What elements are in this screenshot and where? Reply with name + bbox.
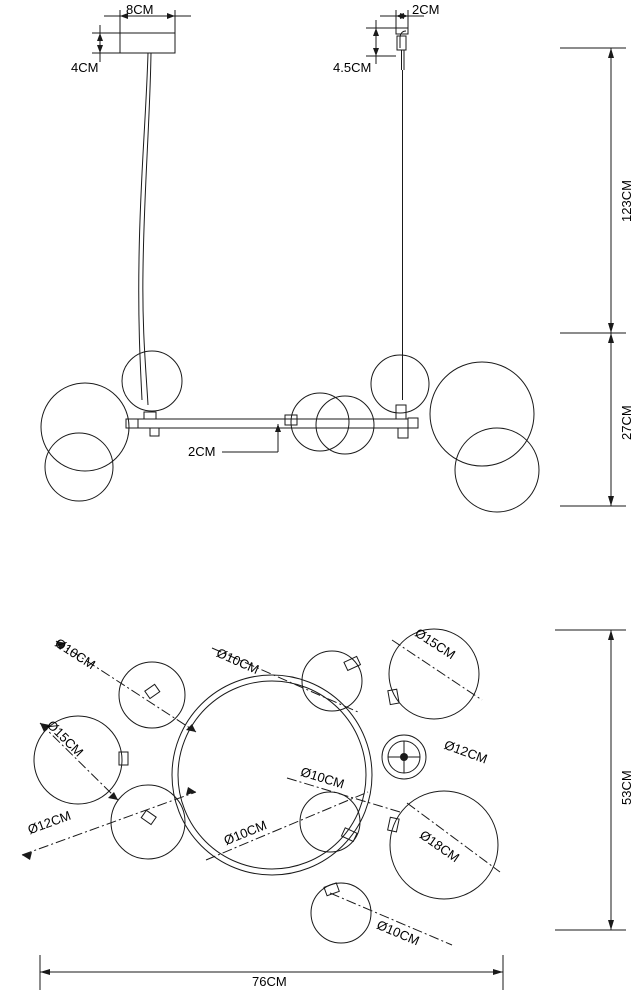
dim-rod-diameter: 2CM [188,444,216,459]
dim-hook-width: 2CM [412,2,440,17]
globe-plan-8 [311,883,371,943]
canopy [120,33,175,53]
globe-elev-7 [430,362,534,466]
dim-canopy-height: 4CM [71,60,99,75]
label-globe-plan-10: Ø10CM [374,917,422,949]
dim-hook-height: 4.5CM [333,60,372,75]
dim-canopy-width: 8CM [126,2,154,17]
globe-elev-5 [316,396,374,454]
globe-elev-1 [122,351,182,411]
globe-plan-6 [300,792,360,852]
dim-drop-upper: 123CM [619,180,634,222]
globe-plan-1 [119,662,185,728]
elevation-view [41,10,626,512]
label-globe-plan-8: Ø10CM [221,817,269,848]
label-globe-plan-3: Ø15CM [412,625,459,663]
dim-plan-width: 76CM [252,974,287,989]
label-globe-plan-9: Ø18CM [416,827,463,866]
label-globe-plan-2: Ø10CM [214,645,262,678]
dim-drop-lower: 27CM [619,405,634,440]
globe-elev-4 [291,393,349,451]
plan-view [22,629,626,990]
label-globe-plan-6: Ø12CM [442,737,490,767]
dim-plan-depth: 53CM [619,770,634,805]
label-globe-plan-4: Ø15CM [44,717,87,760]
globe-elev-6 [371,355,429,413]
leader-g7 [206,792,368,860]
label-globe-plan-7: Ø10CM [298,764,347,792]
label-globe-plan-1: Ø10CM [52,635,99,673]
globe-elev-8 [455,428,539,512]
label-globe-plan-5: Ø12CM [25,807,73,838]
globe-elev-2 [41,383,129,471]
